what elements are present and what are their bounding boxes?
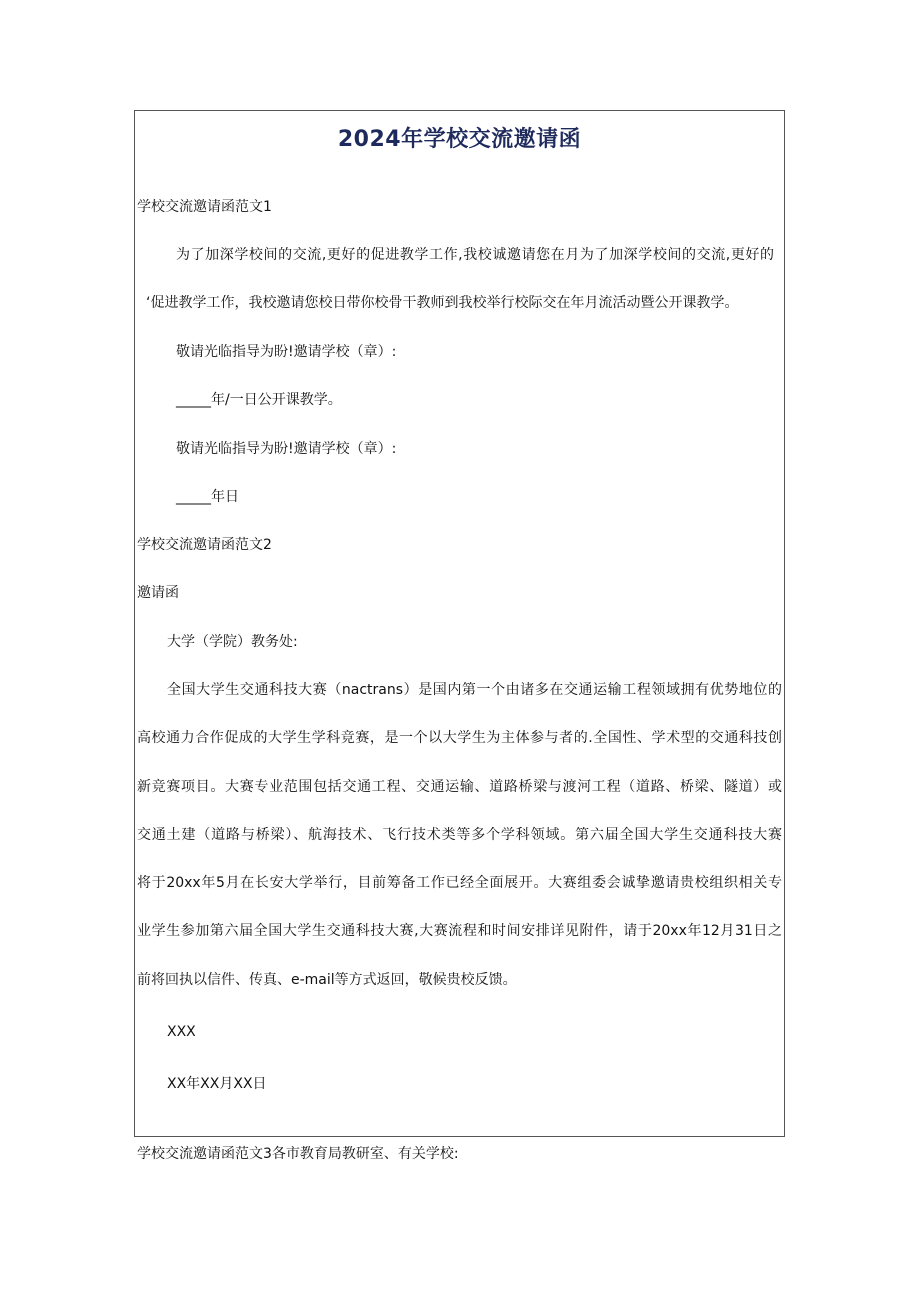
section1-line3: 敬请光临指导为盼!邀请学校（章）: <box>176 344 397 360</box>
section2-heading: 学校交流邀请函范文2 <box>137 537 272 553</box>
section2-body-line: 将于20xx年5月在长安大学举行，目前筹备工作已经全面展开。大赛组委会诚挚邀请贵校组织相关专 <box>137 875 782 891</box>
section2-subheading: 邀请函 <box>137 585 179 601</box>
section1-line6: _____年日 <box>176 489 239 505</box>
section1-line4: _____年/一日公开课教学。 <box>176 392 342 408</box>
section1-heading: 学校交流邀请函范文1 <box>137 199 272 215</box>
document-title: 2024年学校交流邀请函 <box>337 127 582 152</box>
section3-heading: 学校交流邀请函范文3各市教育局教研室、有关学校: <box>137 1146 459 1162</box>
section1-line5: 敬请光临指导为盼!邀请学校（章）: <box>176 441 397 457</box>
section2-date: XX年XX月XX日 <box>167 1076 267 1092</box>
section2-body-line: 全国大学生交通科技大赛（nactrans）是国内第一个由诸多在交通运输工程领域拥有优势地位的 <box>167 682 782 698</box>
section1-para1-line1: 为了加深学校间的交流,更好的促进教学工作,我校诚邀请您在月为了加深学校间的交流,更好的 <box>176 247 774 263</box>
section2-body-line: 新竞赛项目。大赛专业范围包括交通工程、交通运输、道路桥梁与渡河工程（道路、桥梁、隧道）或 <box>137 779 782 795</box>
section2-salutation: 大学（学院）教务处: <box>167 634 298 650</box>
section2-body-line: 交通土建（道路与桥梁）、航海技术、飞行技术类等多个学科领域。第六届全国大学生交通科技大赛 <box>137 827 782 843</box>
section2-body-line: 高校通力合作促成的大学生学科竞赛，是一个以大学生为主体参与者的.全国性、学术型的交通科技创 <box>137 730 782 746</box>
section1-para1-line2: ‘促进教学工作，我校邀请您校日带你校骨干教师到我校举行校际交在年月流活动暨公开课教学。 <box>146 295 739 311</box>
section2-body-line: 业学生参加第六届全国大学生交通科技大赛,大赛流程和时间安排详见附件，请于20xx年12月31日之 <box>137 923 782 939</box>
section2-body-line: 前将回执以信件、传真、e-mail等方式返回，敬候贵校反馈。 <box>137 972 517 988</box>
section2-signature: XXX <box>167 1024 196 1040</box>
